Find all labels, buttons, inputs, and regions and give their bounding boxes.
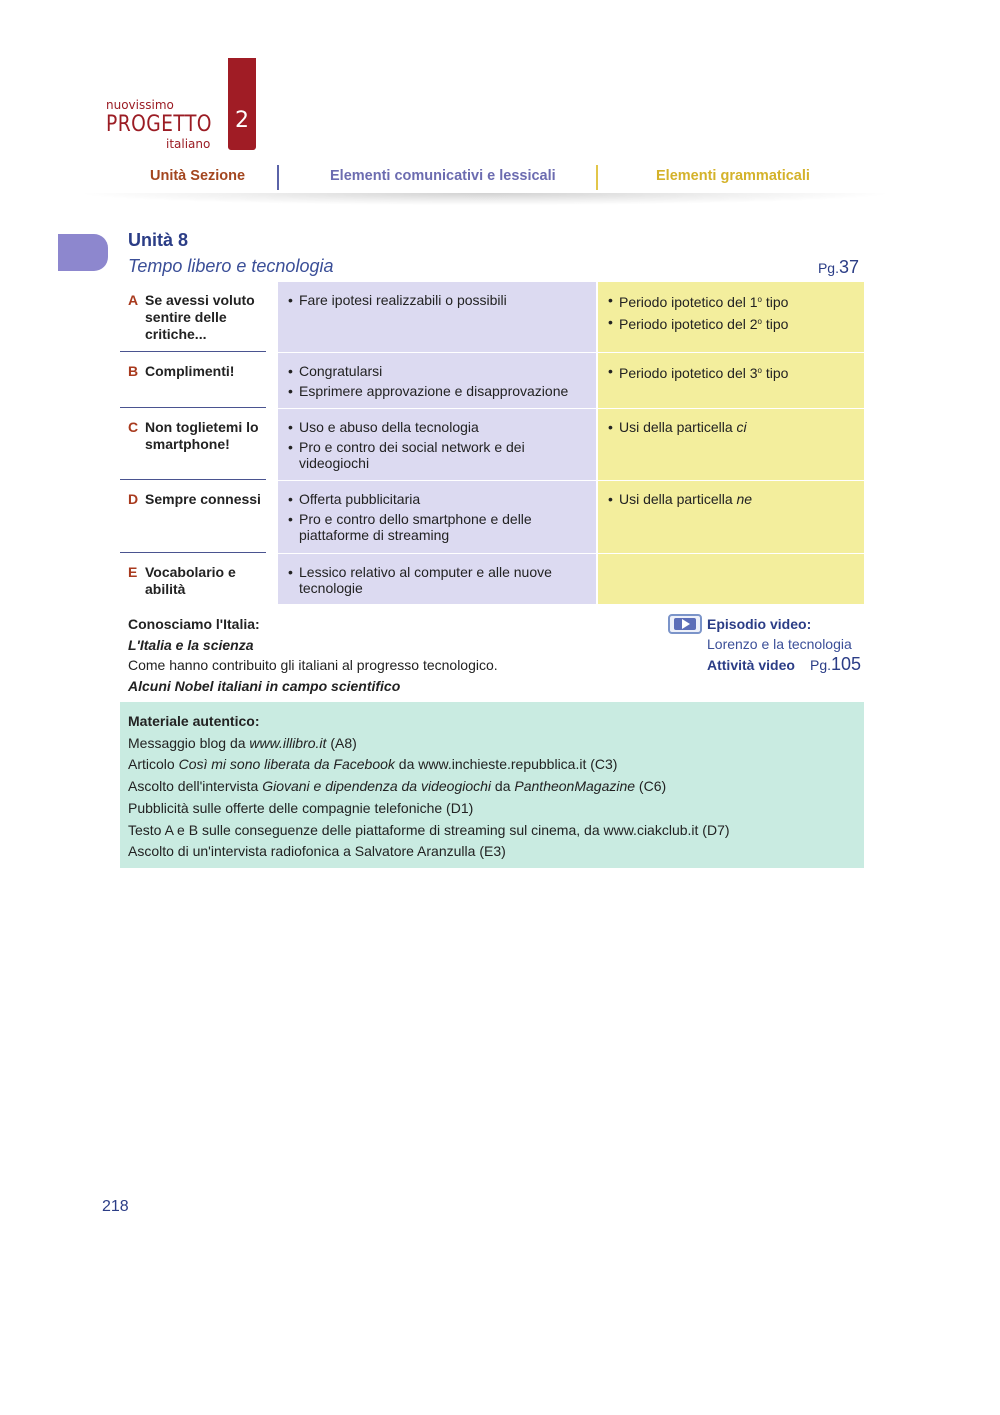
- section-name: Vocabolario e abilità: [145, 564, 236, 597]
- material-item: Ascolto di un'intervista radiofonica a Salvatore Aranzulla (E3): [128, 843, 506, 860]
- page-number: 218: [102, 1198, 129, 1215]
- unit-title: Unità 8: [128, 230, 189, 250]
- header-communicative: Elementi comunicativi e lessicali: [330, 168, 556, 184]
- material-item: Pubblicità sulle offerte delle compagnie telefoniche (D1): [128, 799, 474, 816]
- grammar-cell: [598, 554, 864, 604]
- section-letter: C: [128, 419, 139, 435]
- communicative-cell: [278, 409, 596, 480]
- grammar-cell: [598, 282, 864, 352]
- grammar-item: • Usi della particella ci: [608, 419, 856, 435]
- section-cell: [120, 282, 266, 352]
- communicative-item: • Offerta pubblicitaria: [288, 491, 588, 507]
- section-name: Sempre connessi: [145, 491, 261, 507]
- header-divider: [277, 165, 279, 190]
- grammar-cell: [598, 481, 864, 553]
- section-cell: [120, 554, 266, 604]
- unit-page-ref: Pg.37: [817, 257, 859, 277]
- communicative-cell: [278, 282, 596, 352]
- header-unit-section: Unità Sezione: [150, 168, 246, 184]
- communicative-item: • Fare ipotesi realizzabili o possibili: [288, 292, 588, 308]
- video-page-ref: Pg.105: [810, 654, 862, 674]
- conosciamo-text: Come hanno contribuito gli italiani al progresso tecnologico.: [128, 657, 498, 673]
- section-row: [120, 282, 864, 352]
- communicative-cell: [278, 481, 596, 553]
- section-row: [120, 554, 864, 604]
- authentic-material-box: [120, 702, 864, 868]
- grammar-cell: [598, 353, 864, 408]
- section-name: Non toglietemi lo smartphone!: [145, 419, 259, 452]
- communicative-item: • Lessico relativo al computer e alle nuove tecnologie: [288, 564, 588, 596]
- unit-tab-marker: [58, 234, 108, 271]
- communicative-cell: [278, 353, 596, 408]
- material-item: Articolo Così mi sono liberata da Facebook da www.inchieste.repubblica.it (C3): [128, 756, 618, 773]
- grammar-cell: [598, 409, 864, 480]
- logo-line-1: nuovissimo: [106, 98, 174, 112]
- section-name: Se avessi voluto sentire delle critiche...: [145, 292, 255, 342]
- communicative-item: • Esprimere approvazione e disapprovazione: [288, 383, 588, 399]
- unit-subtitle: Tempo libero e tecnologia: [128, 256, 334, 276]
- material-item: Messaggio blog da www.illibro.it (A8): [128, 734, 357, 751]
- section-letter: B: [128, 363, 139, 379]
- section-row: [120, 353, 864, 408]
- section-cell: [120, 481, 266, 553]
- grammar-item: • Periodo ipotetico del 1$^o$ tipo: [608, 292, 856, 310]
- section-row: [120, 409, 864, 480]
- series-logo: [106, 58, 266, 153]
- video-activity-label: Attività video: [707, 657, 795, 673]
- video-heading: Episodio video:: [707, 616, 812, 632]
- communicative-item: • Congratularsi: [288, 363, 588, 379]
- volume-badge: 2: [228, 58, 256, 150]
- section-row: [120, 481, 864, 553]
- header-grammar: Elementi grammaticali: [656, 168, 810, 184]
- conosciamo-subtitle: Alcuni Nobel italiani in campo scientifico: [128, 677, 401, 694]
- conosciamo-title: L'Italia e la scienza: [128, 636, 254, 653]
- section-cell: [120, 353, 266, 408]
- header-shadow: [85, 193, 885, 205]
- grammar-item: • Usi della particella ne: [608, 491, 856, 507]
- communicative-cell: [278, 554, 596, 604]
- section-letter: D: [128, 491, 139, 507]
- conosciamo-heading: Conosciamo l'Italia:: [128, 616, 260, 632]
- grammar-item: • Periodo ipotetico del 2$^o$ tipo: [608, 314, 856, 332]
- communicative-item: • Uso e abuso della tecnologia: [288, 419, 588, 435]
- logo-line-3: italiano: [166, 137, 211, 151]
- section-letter: E: [128, 564, 138, 580]
- communicative-item: • Pro e contro dello smartphone e delle piattaforme di streaming: [288, 511, 588, 543]
- grammar-item: • Periodo ipotetico del 3$^o$ tipo: [608, 363, 856, 381]
- logo-line-2: PROGETTO: [106, 112, 212, 137]
- material-item: Ascolto dell'intervista Giovani e dipendenza da videogiochi da PantheonMagazine (C6): [128, 778, 667, 795]
- section-name: Complimenti!: [145, 363, 235, 379]
- communicative-item: • Pro e contro dei social network e dei videogiochi: [288, 439, 588, 471]
- video-title: Lorenzo e la tecnologia: [707, 636, 852, 652]
- header-divider: [596, 165, 598, 190]
- material-item: Testo A e B sulle conseguenze delle piattaforme di streaming sul cinema, da www.ciakclub.it (D7): [128, 821, 730, 838]
- material-heading: Materiale autentico:: [128, 713, 260, 729]
- section-cell: [120, 409, 266, 480]
- conosciamo-italia-block: [128, 614, 498, 696]
- section-letter: A: [128, 292, 139, 308]
